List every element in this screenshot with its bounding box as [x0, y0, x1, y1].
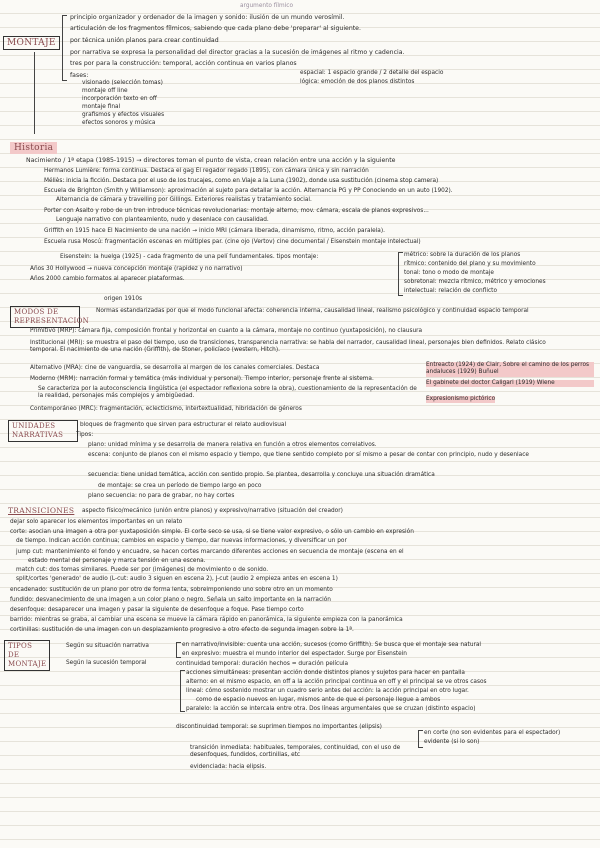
unidad-montaje: de montaje: se crea un período de tiempo largo en poco: [98, 483, 262, 489]
modo-mrp: Primitivo (MRP): cámara fija, composición frontal y horizontal en cuanto a la cámara, montaje no continuo (yuxtaposición), no clausura: [30, 328, 423, 334]
modos-heading: MODOS DE REPRESENTACIÓN: [10, 306, 80, 328]
montaje-alterno: alterno: en el mismo espacio, en off a la acción principal continua en off y el principal se ve otros casos: [186, 679, 487, 685]
montaje-spatial-2: lógica: emoción de dos planos distintos: [300, 79, 415, 85]
tiposmontaje-heading: TIPOS DE MONTAJE: [4, 640, 50, 671]
historia-line: Griffith en 1915 hace El Nacimiento de una nación → inicio MRI (cámara liberada, dinamismo, ritmo, acción paralela).: [44, 228, 385, 234]
montaje-narrativo: en narrativo/invisible: cuenta una acción, sucesos (como Griffith). Se busca que el montaje sea natural: [182, 642, 482, 648]
modos-right-2: El gabinete del doctor Caligari (1919) Wiene: [426, 380, 594, 387]
transicion-line: estado mental del personaje y marca tensión en una escena.: [28, 558, 206, 564]
montaje-line-5: tres por para la construcción: temporal, acción continua en varios planos: [70, 60, 297, 67]
unidad-plano-secuencia: plano secuencia: no para de grabar, no hay cortes: [88, 493, 235, 499]
historia-line: Años 2000 cambio formatos al aparecer plataformas.: [30, 276, 185, 282]
montaje-line-3: por técnica unión planos para crear continuidad: [70, 37, 219, 44]
modos-intro: Normas estandarizadas por que el modo funcional afecta: coherencia interna, causalidad lineal, realismo psicológico y continuidad espacio temporal: [96, 308, 529, 314]
transicion-split: split/cortes 'generado' de audio (L-cut: audio 3 siguen en escena 2), J-cut (audio 2 empieza antes en escena 1): [16, 576, 338, 582]
transiciones-heading: TRANSICIONES: [8, 506, 75, 515]
unidades-tipos: Tipos:: [76, 432, 94, 438]
montaje-vertical-line: [34, 52, 35, 134]
montaje-lineal-detail: como de espacio nuevos en lugar, mismos ante de que el personaje llegue a ambos: [196, 697, 441, 703]
historia-line: Méliès: inicia la ficción. Destaca por el uso de los trucajes, como en Viaje a la Luna (1902), donde usa sustitución (cinema stop camera): [44, 178, 439, 184]
tiposmontaje-b-brace: [180, 670, 185, 712]
transicion-line: de tiempo. Indican acción continua; cambios en espacio y tiempo, dar nuevas informaciones, y diversificar un por: [16, 538, 347, 544]
historia-line: Hermanos Lumière: forma continua. Destaca el gag El regador regado (1895), con cámara única y sin narración: [44, 168, 369, 174]
unidad-escena: escena: conjunto de planos con el mismo espacio y tiempo, que tiene sentido completo por sí mismo a pesar de contar con principio, nudo y desenlace: [88, 452, 529, 458]
unidad-plano: plano: unidad mínima y se desarrolla de manera relativa en función a otros elementos correlativos.: [88, 442, 377, 448]
unidades-intro: bloques de fragmento que sirven para estructurar el relato audiovisual: [80, 422, 287, 428]
transicion-jumpcut: jump cut: mantenimiento el fondo y encuadre, se hacen cortes marcando diferentes acciones en secuencia de montaje (escena en el: [16, 549, 404, 555]
transiciones-intro: aspecto físico/mecánico (unión entre planos) y expresivo/narrativo (situación del creador): [82, 508, 343, 514]
fase-item: grafismos y efectos visuales: [82, 112, 165, 118]
modos-right-1: Entreacto (1924) de Clair, Sobre el camino de los perros andaluces (1929) Buñuel: [426, 362, 594, 377]
tipo-montaje-ruso: intelectual: relación de conflicto: [404, 288, 498, 294]
montaje-line-4: por narrativa se expresa la personalidad del director gracias a la sucesión de imágenes al ritmo y cadencia.: [70, 49, 405, 56]
tipo-montaje-ruso: métrico: sobre la duración de los planos: [404, 252, 521, 258]
modo-mri: Institucional (MRI): se muestra el paso del tiempo, uso de transiciones, transparencia narrativa: se habla del narrador, causalidad lineal, personajes bien definidos. Relato clásico temporal. El nacimiento de una nación (Griffith), de Stoner, policíaco (western, Hitch).: [30, 340, 546, 354]
transicion-line: dejar solo aparecer los elementos importantes en un relato: [10, 519, 183, 525]
historia-line: Escuela de Brighton (Smith y Williamson): aproximación al sujeto para detallar la acción. Alternancia PG y PP Conociendo en un auto (1902).: [44, 188, 453, 194]
tiposmontaje-b: Según la sucesión temporal: [66, 660, 147, 666]
montaje-discontinuidad: discontinuidad temporal: se suprimen tiempos no importantes (elipsis): [176, 724, 382, 730]
fase-item: montaje final: [82, 104, 121, 110]
tiposmontaje-right-brace: [418, 730, 423, 748]
montaje-paralelo: paralelo: la acción se intercala entre otra. Dos líneas argumentales que se cruzan (distinto espacio): [186, 706, 476, 712]
modo-mra: Alternativo (MRA): cine de vanguardia, se desarrolla al margen de los canales comerciales. Destaca: [30, 365, 320, 371]
montaje-continuidad: continuidad temporal: duración hechos = duración película: [176, 661, 349, 667]
unidad-secuencia: secuencia: tiene unidad temática, acción con sentido propio. Se plantea, desarrolla y concluye una situación dramática: [88, 472, 435, 478]
montaje-line-1: principio organizador y ordenador de la imagen y sonido: ilusión de un mundo verosímil.: [70, 14, 345, 21]
fase-item: montaje off line: [82, 88, 128, 94]
fase-item: incorporación texto en off: [82, 96, 157, 102]
montaje-brace: [62, 15, 67, 81]
transicion-corte: corte: asocian una imagen a otra por yuxtaposición simple. El corte seco se usa, si se tiene valor expresivo, o sólo un cambio en expresión: [10, 529, 414, 535]
historia-line: Porter con Asalto y robo de un tren introduce técnicas revolucionarias: montaje alterno, mov. cámara, escala de planos expresivos...: [44, 208, 429, 214]
tipo-montaje-ruso: sobretonal: mezcla rítmico, métrico y emociones: [404, 279, 546, 285]
fase-item: efectos sonoros y música: [82, 120, 156, 126]
historia-line: Lenguaje narrativo con planteamiento, nudo y desenlace con causalidad.: [56, 217, 269, 223]
modo-mrc: Contemporáneo (MRC): fragmentación, eclecticismo, intertextualidad, hibridación de géneros: [30, 406, 302, 412]
montaje-expresivo: en expresivo: muestra el mundo interior del espectador. Surge por Eisenstein: [182, 651, 407, 657]
historia-line: Nacimiento / 1ª etapa (1985-1915) → directores toman el punto de vista, crean relación entre una acción y la siguiente: [26, 157, 396, 164]
historia-line: Eisenstein: la huelga (1925) - cada fragmento de una pelí fundamentales. tipos montaje:: [60, 254, 319, 260]
tiposmontaje-a: Según su situación narrativa: [66, 643, 149, 649]
montaje-lineal: lineal: cómo sostenido mostrar un cuadro serio antes del acción: la acción principal en otro lugar.: [186, 688, 469, 694]
unidades-heading: UNIDADES NARRATIVAS: [8, 420, 78, 442]
transicion-matchcut: match cut: dos tomas similares. Puede ser por (imágenes) de movimiento o de sonido.: [16, 567, 269, 573]
tipo-montaje-ruso: rítmico: contenido del plano y su movimiento: [404, 261, 536, 267]
tiposmontaje-right-1: en corte (no son evidentes para el espectador): [424, 730, 561, 736]
tipo-montaje-ruso: tonal: tono o modo de montaje: [404, 270, 494, 276]
transicion-desenfoque: desenfoque: desaparecer una imagen y pasar la siguiente de desenfoque a foque. Pase tiempo corto: [10, 607, 304, 613]
montaje-heading: MONTAJE: [3, 36, 60, 50]
tiposmontaje-right-2: evidente (si lo son): [424, 739, 480, 745]
montaje-spatial-1: espacial: 1 espacio grande / 2 detalle del espacio: [300, 70, 444, 76]
tiposmontaje-a-brace: [176, 642, 181, 658]
transicion-encadenado: encadenado: sustitución de un plano por otro de forma lenta, sobreimponiendo uno sobre otro en un momento: [10, 587, 333, 593]
montaje-evidenciada: evidenciada: hacia elipsis.: [190, 764, 267, 770]
historia-heading: Historia: [10, 142, 57, 154]
modos-right-3: Expresionismo pictórico: [426, 396, 496, 402]
modo-mrm: Moderno (MRM): narración formal y temática (más individual y personal). Tiempo interior, personaje frente al sistema.: [30, 376, 374, 382]
transicion-fundido: fundido: desvanecimiento de una imagen a un color plano o negro. Señala un salto importante en la narración: [10, 597, 331, 603]
montaje-transicion-inmediata: transición inmediata: habituales, temporales, continuidad, con el uso de desenfoques, fundidos, cortinillas, etc: [190, 745, 401, 759]
transicion-barrido: barrido: mientras se graba, al cambiar una escena se mueve la cámara rápido en panorámica, la siguiente empieza con la panorámica: [10, 617, 403, 623]
fase-item: visionado (selección tomas): [82, 80, 163, 86]
transicion-cortinillas: cortinillas: sustitución de una imagen con un desplazamiento progresivo a otro efecto de segunda imagen sobre la 1ª.: [10, 627, 354, 633]
montaje-simultaneas: acciones simultáneas: presentan acción donde distintos planos y sujetos para hacer en pantalla: [186, 670, 465, 676]
historia-line: Escuela rusa Moscú: fragmentación escenas en múltiples par. (cine ojo (Vertov) cine documental / Eisenstein montaje intelectual): [44, 239, 421, 245]
modos-origin: origen 1910s: [104, 296, 143, 302]
montaje-line-2: articulación de los fragmentos fílmicos, sabiendo que cada plano debe 'preparar' al siguiente.: [70, 25, 361, 32]
montaje-fases-label: fases:: [70, 72, 89, 79]
modo-mrm-detail: Se caracteriza por la autoconsciencia lingüística (el espectador reflexiona sobre la obra), cuestionamiento de la representación de la realidad, personajes más complejos y ambigüedad.: [38, 386, 417, 400]
tipos-brace: [398, 252, 403, 296]
historia-line: Alternancia de cámara y travelling por Gillings. Exteriores realistas y tratamiento social.: [56, 197, 312, 203]
page-title: argumento fílmico: [240, 3, 293, 9]
historia-line: Años 30 Hollywood → nueva concepción montaje (rapidez y no narrativo): [30, 266, 243, 272]
